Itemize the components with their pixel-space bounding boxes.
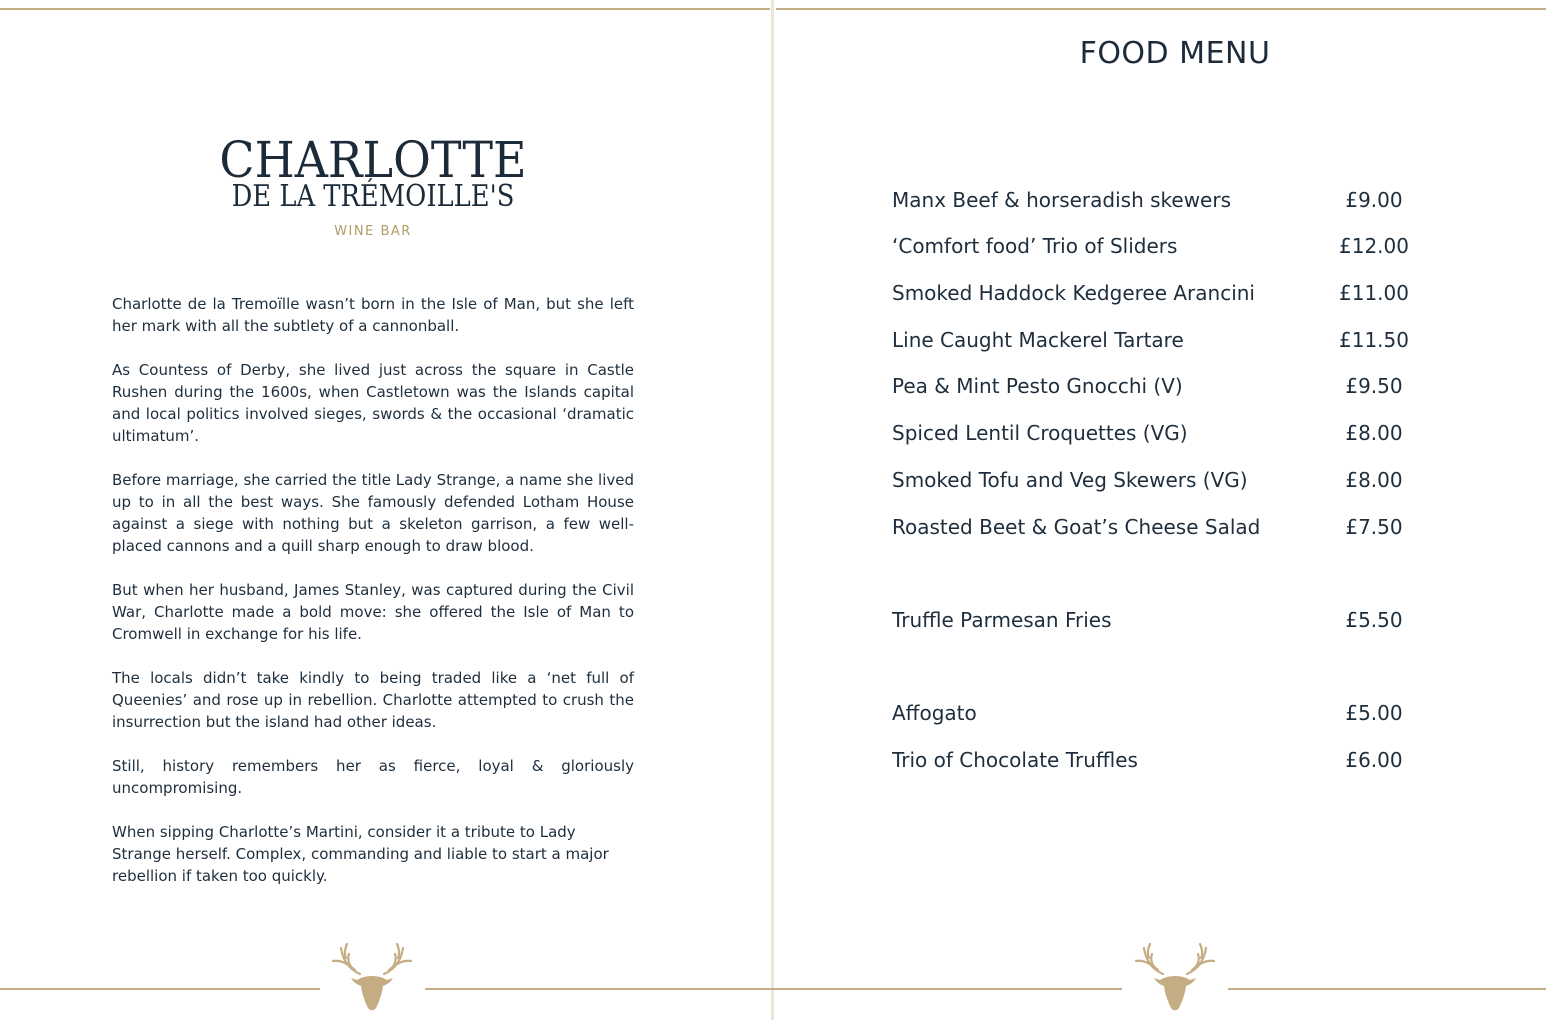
bottom-divider <box>1228 988 1546 990</box>
menu-item-name: Smoked Haddock Kedgeree Arancini <box>892 281 1255 305</box>
stag-head-icon <box>1130 940 1220 1014</box>
story-paragraph: But when her husband, James Stanley, was captured during the Civil War, Charlotte made a bold move: she offered the Isle of Man to Cromwell in exchange for his life. <box>112 581 634 643</box>
menu-item <box>892 745 1412 775</box>
menu-item-name: Manx Beef & horseradish skewers <box>892 188 1232 212</box>
menu-item-price: £8.00 <box>1345 468 1403 492</box>
stag-head-icon <box>327 940 417 1014</box>
menu-item <box>892 465 1412 495</box>
menu-item-price: £11.50 <box>1339 328 1409 352</box>
menu-item-name: Trio of Chocolate Truffles <box>892 748 1138 772</box>
menu-item <box>892 185 1412 215</box>
menu-item-price: £12.00 <box>1339 234 1409 258</box>
top-divider-left <box>0 8 770 10</box>
menu-item-name: ‘Comfort food’ Trio of Sliders <box>892 234 1178 258</box>
menu-item <box>892 371 1412 401</box>
logo-line-2: DE LA TRÉMOILLE'S <box>231 179 515 214</box>
story-paragraph: Before marriage, she carried the title Lady Strange, a name she lived up to in all the best ways. She famously defended Lotham House against a siege with nothing but a skeleton garrison, a few well-placed cannons and a quill sharp enough to draw blood. <box>112 471 634 555</box>
menu-item-name: Affogato <box>892 701 977 725</box>
menu-item-price: £5.00 <box>1345 701 1403 725</box>
menu-item-price: £5.50 <box>1345 608 1403 632</box>
page-spine <box>771 0 774 1020</box>
logo-subtitle: WINE BAR <box>334 224 412 239</box>
bottom-divider <box>0 988 320 990</box>
logo-line-1: CHARLOTTE <box>219 131 527 189</box>
menu-item-price: £9.00 <box>1345 188 1403 212</box>
menu-item <box>892 698 1412 728</box>
top-divider-right <box>776 8 1546 10</box>
menu-item <box>892 278 1412 308</box>
menu-item <box>892 325 1412 355</box>
menu-item-price: £6.00 <box>1345 748 1403 772</box>
menu-item-price: £8.00 <box>1345 421 1403 445</box>
story-text <box>112 293 634 887</box>
menu-item-name: Line Caught Mackerel Tartare <box>892 328 1184 352</box>
story-paragraph: The locals didn’t take kindly to being traded like a ‘net full of Queenies’ and rose up in rebellion. Charlotte attempted to crush the insurrection but the island had other ideas. <box>112 669 634 731</box>
menu-item-name: Smoked Tofu and Veg Skewers (VG) <box>892 468 1248 492</box>
menu-item-price: £7.50 <box>1345 515 1403 539</box>
story-paragraph: As Countess of Derby, she lived just across the square in Castle Rushen during the 1600s, when Castletown was the Islands capital and local politics involved sieges, swords & the occasional ‘dramatic ultimatum’. <box>112 361 634 445</box>
menu-item-price: £11.00 <box>1339 281 1409 305</box>
menu-title: FOOD MENU <box>1079 36 1271 71</box>
story-paragraph: Still, history remembers her as fierce, loyal & gloriously uncompromising. <box>112 757 634 797</box>
menu-item-name: Pea & Mint Pesto Gnocchi (V) <box>892 374 1183 398</box>
bottom-divider <box>425 988 1122 990</box>
menu-item-price: £9.50 <box>1345 374 1403 398</box>
brand-logo <box>180 132 566 239</box>
menu-item-name: Spiced Lentil Croquettes (VG) <box>892 421 1188 445</box>
menu-item-name: Truffle Parmesan Fries <box>892 608 1112 632</box>
menu-item <box>892 231 1412 261</box>
menu-item <box>892 605 1412 635</box>
story-paragraph: Charlotte de la Tremoïlle wasn’t born in the Isle of Man, but she left her mark with all the subtlety of a cannonball. <box>112 295 634 335</box>
menu-item <box>892 418 1412 448</box>
menu-item <box>892 512 1412 542</box>
menu-item-name: Roasted Beet & Goat’s Cheese Salad <box>892 515 1261 539</box>
story-paragraph: When sipping Charlotte’s Martini, consider it a tribute to Lady Strange herself. Complex, commanding and liable to start a major rebellion if taken too quickly. <box>112 823 609 885</box>
